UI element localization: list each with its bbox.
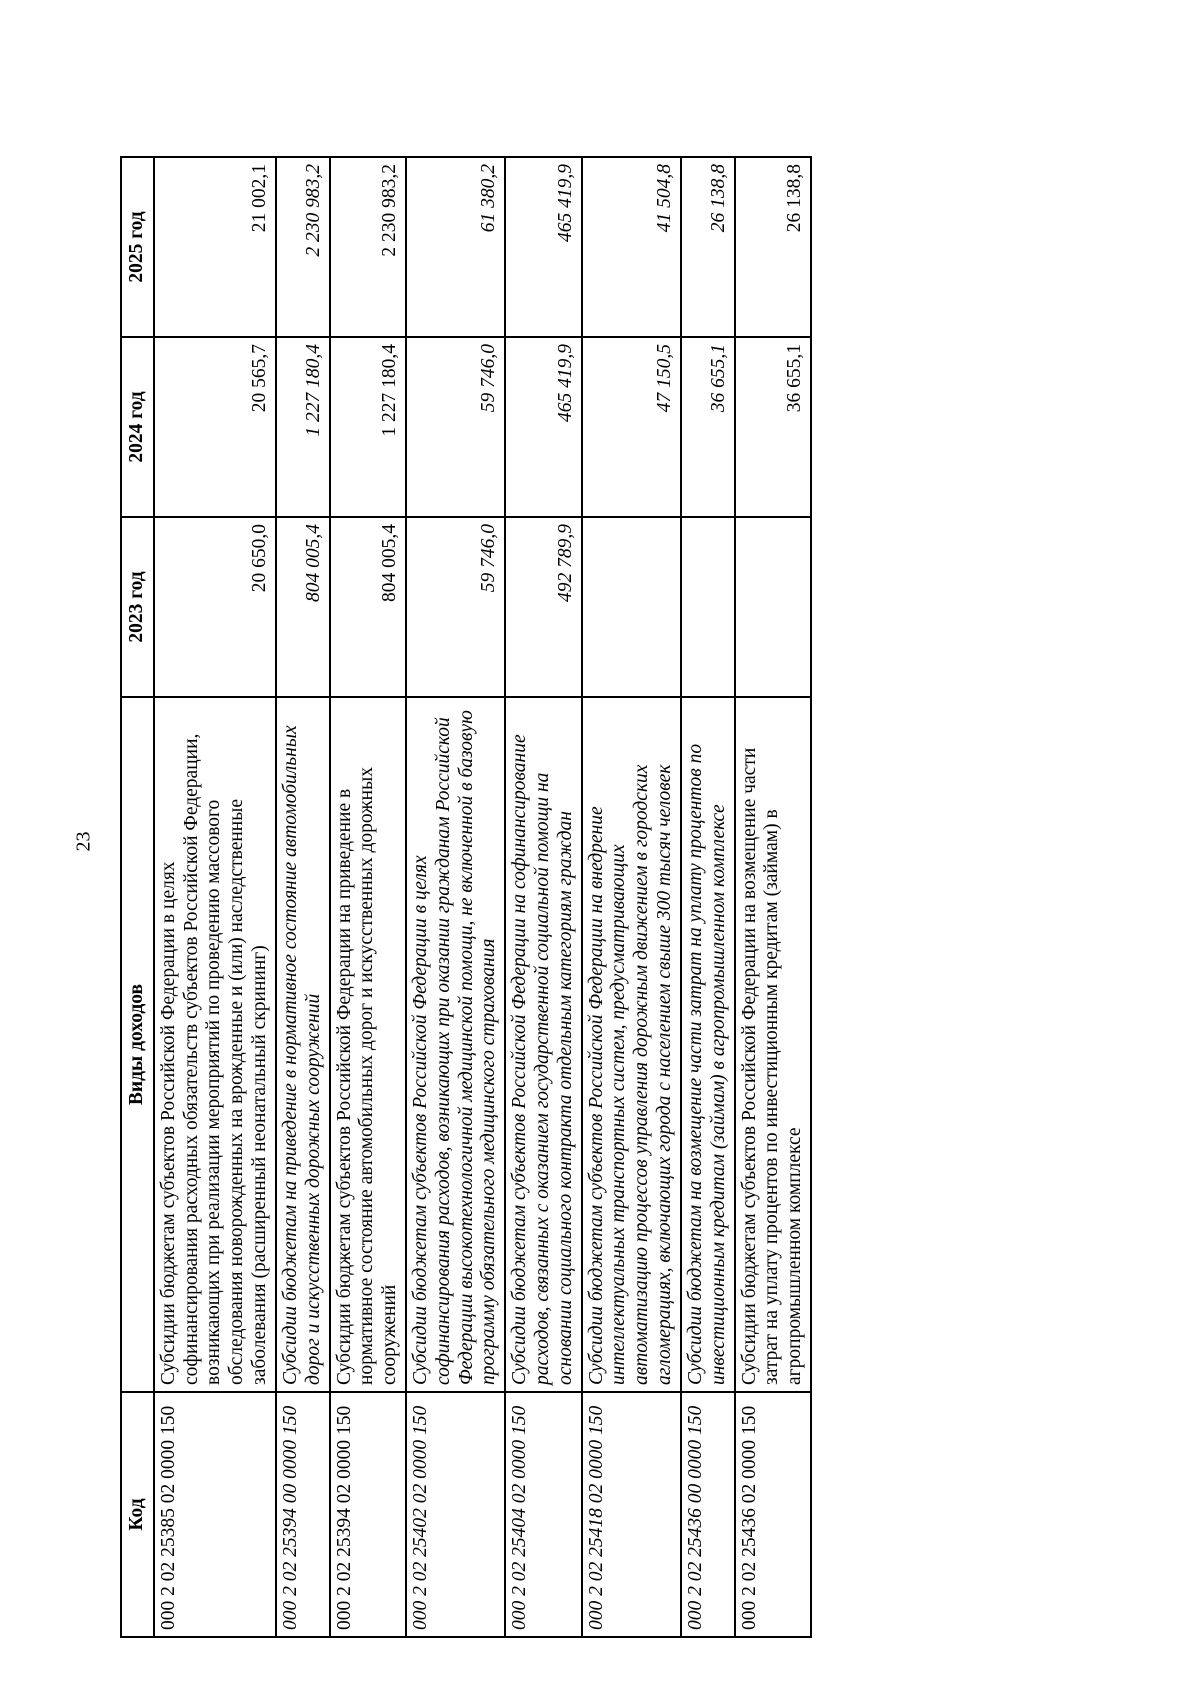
row-value-2023: [735, 517, 811, 697]
row-value-2025: 26 138,8: [735, 157, 811, 337]
table-row: [330, 157, 406, 1637]
row-name: Субсидии бюджетам субъектов Российской Федерации на внедрение интеллектуальных транспортных систем, предусматривающих автоматизацию процессов управления дорожным движением в городских агломерациях, включающих города с населением свыше 300 тысяч человек: [582, 697, 681, 1392]
table-row: [154, 157, 276, 1637]
row-code: 000 2 02 25404 02 0000 150: [505, 1392, 581, 1637]
row-value-2024: 20 565,7: [154, 337, 276, 517]
rotated-table-wrapper: [120, 158, 1080, 1638]
row-code: 000 2 02 25436 02 0000 150: [735, 1392, 811, 1637]
row-value-2025: 2 230 983,2: [330, 157, 406, 337]
row-code: 000 2 02 25394 02 0000 150: [330, 1392, 406, 1637]
table-row: [505, 157, 581, 1637]
table-row: [276, 157, 330, 1637]
page-number: 23: [72, 831, 95, 852]
row-value-2025: 61 380,2: [406, 157, 505, 337]
row-name: Субсидии бюджетам субъектов Российской Федерации на софинансирование расходов, связанных с оказанием государственной социальной помощи на основании социального контракта отдельным категориям граждан: [505, 697, 581, 1392]
row-value-2023: [681, 517, 735, 697]
row-value-2023: 804 005,4: [330, 517, 406, 697]
header-2023: 2023 год: [121, 517, 154, 697]
header-2024: 2024 год: [121, 337, 154, 517]
row-value-2023: 59 746,0: [406, 517, 505, 697]
row-value-2025: 26 138,8: [681, 157, 735, 337]
row-value-2024: 465 419,9: [505, 337, 581, 517]
row-value-2024: 36 655,1: [735, 337, 811, 517]
row-value-2025: 41 504,8: [582, 157, 681, 337]
row-value-2023: 20 650,0: [154, 517, 276, 697]
row-value-2023: 804 005,4: [276, 517, 330, 697]
row-name: Субсидии бюджетам субъектов Российской Федерации в целях софинансирования расходов, возникающих при оказании гражданам Российской Федерации высокотехнологичной медицинской помощи, не включенной в базовую программу обязательного медицинского страхования: [406, 697, 505, 1392]
row-name: Субсидии бюджетам на приведение в нормативное состояние автомобильных дорог и искусственных дорожных сооружений: [276, 697, 330, 1392]
row-name: Субсидии бюджетам субъектов Российской Федерации на возмещение части затрат на уплату процентов по инвестиционным кредитам (займам) в агропромышленном комплексе: [735, 697, 811, 1392]
table-row: [406, 157, 505, 1637]
row-value-2023: 492 789,9: [505, 517, 581, 697]
row-value-2025: 21 002,1: [154, 157, 276, 337]
row-value-2023: [582, 517, 681, 697]
row-code: 000 2 02 25385 02 0000 150: [154, 1392, 276, 1637]
row-code: 000 2 02 25418 02 0000 150: [582, 1392, 681, 1637]
header-code: Код: [121, 1392, 154, 1637]
row-name: Субсидии бюджетам субъектов Российской Федерации на приведение в нормативное состояние автомобильных дорог и искусственных дорожных сооружений: [330, 697, 406, 1392]
header-2025: 2025 год: [121, 157, 154, 337]
row-value-2024: 36 655,1: [681, 337, 735, 517]
row-value-2024: 1 227 180,4: [276, 337, 330, 517]
row-value-2025: 2 230 983,2: [276, 157, 330, 337]
header-name: Виды доходов: [121, 697, 154, 1392]
table-row: [735, 157, 811, 1637]
row-name: Субсидии бюджетам субъектов Российской Федерации в целях софинансирования расходных обязательств субъектов Российской Федерации, возникающих при реализации мероприятий по проведению массового обследования новорожденных на врожденные и (или) наследственные заболевания (расширенный неонатальный скрининг): [154, 697, 276, 1392]
row-value-2024: 1 227 180,4: [330, 337, 406, 517]
row-value-2024: 59 746,0: [406, 337, 505, 517]
row-code: 000 2 02 25436 00 0000 150: [681, 1392, 735, 1637]
table-row: [582, 157, 681, 1637]
row-code: 000 2 02 25402 02 0000 150: [406, 1392, 505, 1637]
row-code: 000 2 02 25394 00 0000 150: [276, 1392, 330, 1637]
table-header-row: [121, 157, 154, 1637]
revenue-table: [120, 156, 812, 1638]
table-row: [681, 157, 735, 1637]
row-name: Субсидии бюджетам на возмещение части затрат на уплату процентов по инвестиционным кредитам (займам) в агропромышленном комплексе: [681, 697, 735, 1392]
row-value-2025: 465 419,9: [505, 157, 581, 337]
row-value-2024: 47 150,5: [582, 337, 681, 517]
